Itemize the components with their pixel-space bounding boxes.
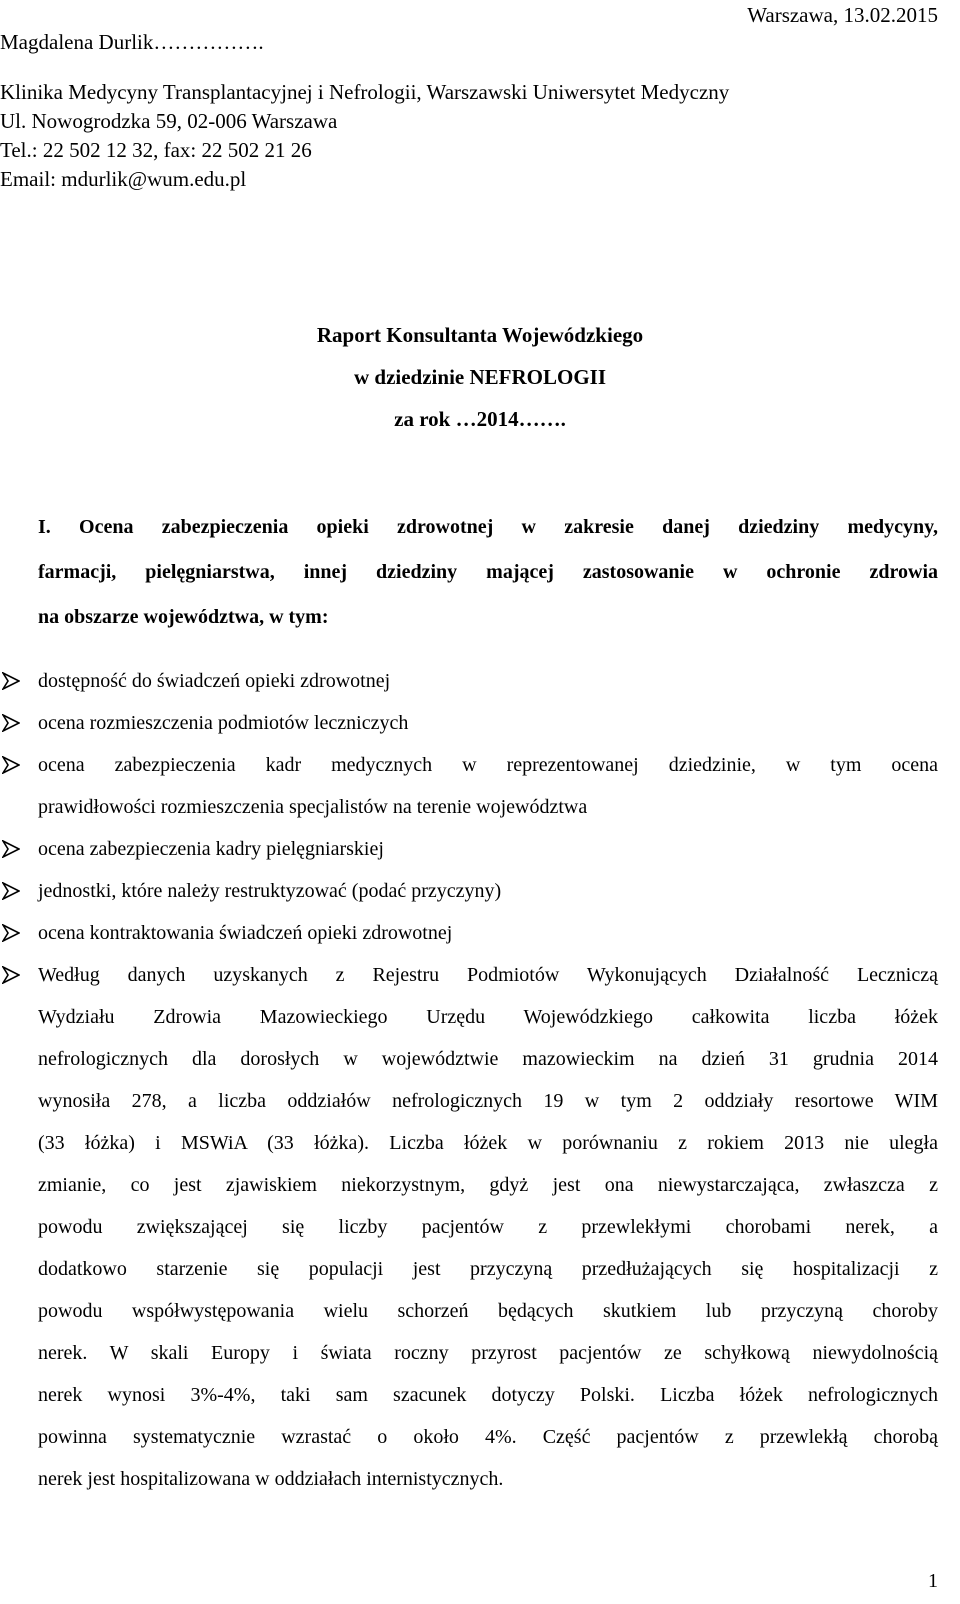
list-item-text: dostępność do świadczeń opieki zdrowotnej [38,670,391,692]
contact-phone: Tel.: 22 502 12 32, fax: 22 502 21 26 [0,138,312,162]
page-number: 1 [928,1570,938,1592]
report-title [0,314,960,440]
paragraph-line: (33 łóżka) i MSWiA (33 łóżka). Liczba łóżek w porównaniu z rokiem 2013 nie uległa [38,1132,938,1154]
paragraph-line: Według danych uzyskanych z Rejestru Podmiotów Wykonujących Działalność Leczniczą [38,964,938,986]
institution-name: Klinika Medycyny Transplantacyjnej i Nefrologii, Warszawski Uniwersytet Medyczny [0,80,730,104]
list-item [0,744,938,828]
list-item [0,660,938,702]
section-heading [38,505,938,640]
arrowhead-bullet-icon [2,660,24,702]
paragraph-line: powinna systematycznie wzrastać o około 4%. Część pacjentów z przewlekłą chorobą [38,1426,938,1448]
section-heading-line: na obszarze województwa, w tym: [38,606,329,628]
list-item [0,702,938,744]
paragraph-line: nefrologicznych dla dorosłych w województwie mazowieckim na dzień 31 grudnia 2014 [38,1048,938,1070]
arrowhead-bullet-icon [2,912,24,954]
report-title-line-3: za rok …2014……. [394,407,566,431]
paragraph-line: nerek wynosi 3%-4%, taki sam szacunek dotyczy Polski. Liczba łóżek nefrologicznych [38,1384,938,1406]
list-item-text: ocena kontraktowania świadczeń opieki zdrowotnej [38,922,453,944]
author-name: Magdalena Durlik……………. [0,30,264,54]
arrowhead-bullet-icon [2,954,24,996]
institution-address: Ul. Nowogrodzka 59, 02-006 Warszawa [0,109,338,133]
paragraph-line: powodu współwystępowania wielu schorzeń będących skutkiem lub przyczyną choroby [38,1300,938,1322]
paragraph-line: wynosiła 278, a liczba oddziałów nefrologicznych 19 w tym 2 oddziały resortowe WIM [38,1090,938,1112]
document-date: Warszawa, 13.02.2015 [747,3,938,27]
report-title-line-1: Raport Konsultanta Wojewódzkiego [316,323,644,347]
paragraph-line: nerek jest hospitalizowana w oddziałach internistycznych. [38,1468,504,1490]
bullet-list [0,660,938,1500]
paragraph-line: dodatkowo starzenie się populacji jest przyczyną przedłużających się hospitalizacji z [38,1258,938,1280]
list-item-text: jednostki, które należy restruktyzować (podać przyczyny) [38,880,502,902]
arrowhead-bullet-icon [2,828,24,870]
list-item [0,870,938,912]
report-title-line-2: w dziedzinie NEFROLOGII [353,365,606,389]
list-item-text: ocena rozmieszczenia podmiotów leczniczych [38,712,409,734]
paragraph-line: powodu zwiększającej się liczby pacjentów z przewlekłymi chorobami nerek, a [38,1216,938,1238]
arrowhead-bullet-icon [2,702,24,744]
arrowhead-bullet-icon [2,744,24,786]
list-item [0,912,938,954]
contact-email: Email: mdurlik@wum.edu.pl [0,167,247,191]
list-item-text: prawidłowości rozmieszczenia specjalistów na terenie województwa [38,796,588,818]
paragraph-line: nerek. W skali Europy i świata roczny przyrost pacjentów ze schyłkową niewydolnością [38,1342,938,1364]
arrowhead-bullet-icon [2,870,24,912]
section-heading-line: I. Ocena zabezpieczenia opieki zdrowotnej w zakresie danej dziedziny medycyny, [38,516,938,538]
section-heading-line: farmacji, pielęgniarstwa, innej dziedziny mającej zastosowanie w ochronie zdrowia [38,561,938,583]
list-item [0,828,938,870]
list-item-text: ocena zabezpieczenia kadr medycznych w reprezentowanej dziedzinie, w tym ocena [38,754,938,776]
list-item-text: ocena zabezpieczenia kadry pielęgniarskiej [38,838,384,860]
paragraph-line: zmianie, co jest zjawiskiem niekorzystnym, gdyż jest ona niewystarczająca, zwłaszcza z [38,1174,938,1196]
paragraph-line: Wydziału Zdrowia Mazowieckiego Urzędu Wojewódzkiego całkowita liczba łóżek [38,1006,938,1028]
list-item [0,954,938,1500]
letterhead [0,28,940,194]
